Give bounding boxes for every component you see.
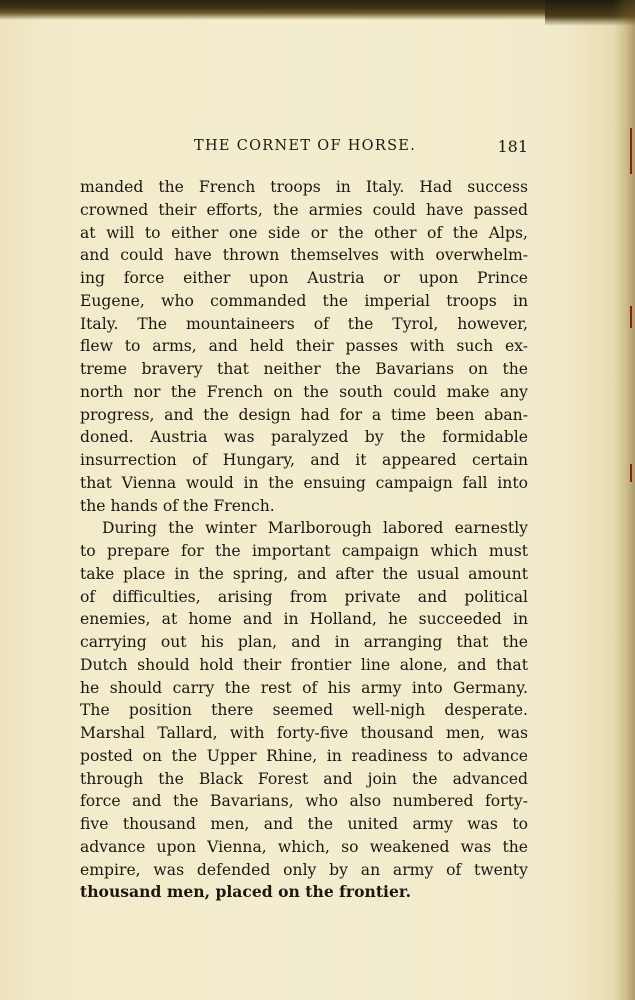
text-line: north nor the French on the south could make any	[80, 382, 528, 401]
text-line: force and the Bavarians, who also numbered forty-	[80, 792, 528, 811]
text-line: he should carry the rest of his army into Germany.	[80, 678, 528, 697]
text-line: flew to arms, and held their passes with such ex-	[80, 337, 528, 356]
text-line: Eugene, who commanded the imperial troops in	[80, 291, 528, 310]
edge-mark	[630, 306, 632, 328]
text-line: insurrection of Hungary, and it appeared certain	[80, 451, 528, 469]
text-line: crowned their efforts, the armies could have passed	[80, 200, 528, 219]
text-line: and could have thrown themselves with overwhelm-	[80, 246, 528, 265]
text-line: thousand men, placed on the frontier.	[80, 882, 412, 902]
text-line: Italy. The mountaineers of the Tyrol, however,	[80, 314, 528, 333]
page-right-edge	[613, 0, 635, 1000]
text-line: take place in the spring, and after the usual amount	[80, 564, 528, 583]
page-header	[80, 138, 528, 162]
text-line: empire, was defended only by an army of twenty	[80, 860, 528, 879]
text-line: the hands of the French.	[80, 496, 275, 515]
text-line: of difficulties, arising from private and political	[80, 587, 528, 606]
text-line: Marshal Tallard, with forty-five thousand men, was	[80, 724, 528, 742]
text-line: carrying out his plan, and in arranging that the	[80, 633, 528, 651]
text-line: ing force either upon Austria or upon Prince	[80, 269, 528, 287]
text-line: Dutch should hold their frontier line alone, and that	[80, 655, 528, 674]
paragraph-2	[80, 517, 528, 904]
text-line: at will to either one side or the other of the Alps,	[80, 223, 528, 242]
text-line: During the winter Marlborough labored earnestly	[102, 519, 528, 538]
body-text	[80, 176, 528, 904]
text-line: to prepare for the important campaign which must	[80, 542, 528, 560]
paragraph-1	[80, 176, 528, 517]
edge-mark	[630, 128, 632, 174]
text-line: advance upon Vienna, which, so weakened was the	[80, 837, 528, 856]
edge-mark	[630, 464, 632, 482]
text-line: manded the French troops in Italy. Had success	[80, 178, 528, 196]
text-line: that Vienna would in the ensuing campaign fall into	[80, 473, 528, 492]
text-line: progress, and the design had for a time been aban-	[80, 405, 528, 424]
text-line: through the Black Forest and join the advanced	[80, 769, 528, 788]
text-line: doned. Austria was paralyzed by the formidable	[80, 428, 528, 447]
text-line: posted on the Upper Rhine, in readiness to advance	[80, 746, 528, 765]
page-top-shadow	[0, 0, 635, 20]
page-number: 181	[497, 137, 528, 156]
text-line: The position there seemed well-nigh desperate.	[80, 701, 528, 720]
text-line: enemies, at home and in Holland, he succeeded in	[80, 610, 528, 629]
text-line: five thousand men, and the united army was to	[80, 815, 528, 833]
running-head: THE CORNET OF HORSE.	[194, 138, 417, 154]
text-line: treme bravery that neither the Bavarians on the	[80, 360, 528, 378]
